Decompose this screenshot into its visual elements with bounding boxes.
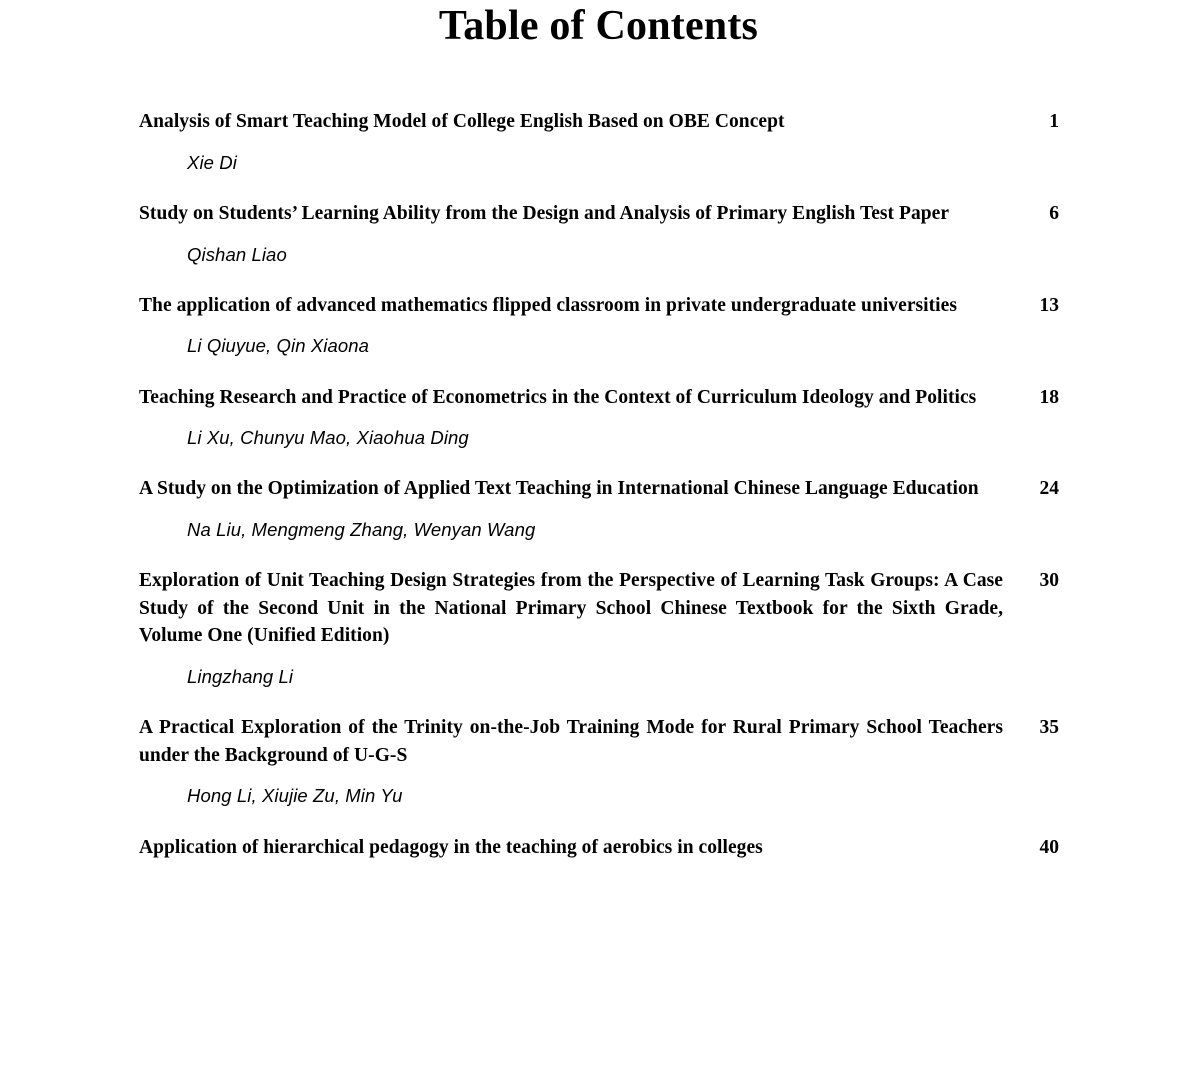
toc-entry xyxy=(139,384,1059,451)
toc-entry-title[interactable]: Application of hierarchical pedagogy in the teaching of aerobics in colleges xyxy=(139,836,763,858)
toc-entry-row xyxy=(139,200,1059,228)
toc-entry-authors: Hong Li, Xiujie Zu, Min Yu xyxy=(187,785,403,807)
toc-entry-page: 30 xyxy=(1039,569,1059,591)
toc-entry xyxy=(139,834,1059,862)
toc-entry-page: 13 xyxy=(1039,294,1059,316)
toc-entry-page: 40 xyxy=(1039,836,1059,858)
toc-entry-page: 18 xyxy=(1039,386,1059,408)
toc-entry-title[interactable]: A Study on the Optimization of Applied Text Teaching in International Chinese Language Education xyxy=(139,478,979,500)
toc-entry xyxy=(139,714,1059,808)
toc-entry-page: 24 xyxy=(1039,478,1059,500)
toc-entry-row xyxy=(139,475,1059,503)
toc-entry-authors: Na Liu, Mengmeng Zhang, Wenyan Wang xyxy=(187,518,536,540)
toc-entry-authors: Lingzhang Li xyxy=(187,666,294,688)
toc-entry xyxy=(139,200,1059,267)
toc-entry-authors: Qishan Liao xyxy=(187,243,287,265)
toc-entry-row xyxy=(139,384,1059,412)
toc-entry xyxy=(139,292,1059,359)
toc-entry xyxy=(139,108,1059,175)
toc-entry-title[interactable]: Teaching Research and Practice of Econometrics in the Context of Curriculum Ideology and Politics xyxy=(139,386,977,408)
table-of-contents xyxy=(139,108,1059,861)
toc-entry-title[interactable]: A Practical Exploration of the Trinity on-the-Job Training Mode for Rural Primary School Teachers under the Background of U-G-S xyxy=(139,717,1003,766)
page-title: Table of Contents xyxy=(438,3,759,49)
toc-entry-row xyxy=(139,292,1059,320)
toc-entry-row xyxy=(139,108,1059,136)
toc-entry-page: 6 xyxy=(1049,203,1059,225)
toc-entry-page: 1 xyxy=(1049,111,1059,133)
toc-entry-authors: Li Qiuyue, Qin Xiaona xyxy=(187,335,370,357)
toc-entry xyxy=(139,475,1059,542)
toc-entry-title[interactable]: Study on Students’ Learning Ability from the Design and Analysis of Primary English Test Paper xyxy=(139,203,950,225)
toc-entry-title[interactable]: Exploration of Unit Teaching Design Strategies from the Perspective of Learning Task Groups: A Case Study of the Second Unit in the National Primary School Chinese Textbook for the Sixth Grade, Volume One (Unified Edition) xyxy=(139,569,1003,647)
toc-entry-row xyxy=(139,834,1059,862)
toc-entry-row xyxy=(139,714,1059,769)
toc-entry-page: 35 xyxy=(1039,717,1059,739)
toc-entry-title[interactable]: The application of advanced mathematics flipped classroom in private undergraduate universities xyxy=(139,294,957,316)
toc-entry xyxy=(139,567,1059,689)
toc-entry-authors: Xie Di xyxy=(187,151,237,173)
toc-entry-title[interactable]: Analysis of Smart Teaching Model of College English Based on OBE Concept xyxy=(139,111,785,133)
toc-entry-row xyxy=(139,567,1059,650)
toc-entry-authors: Li Xu, Chunyu Mao, Xiaohua Ding xyxy=(187,427,469,449)
